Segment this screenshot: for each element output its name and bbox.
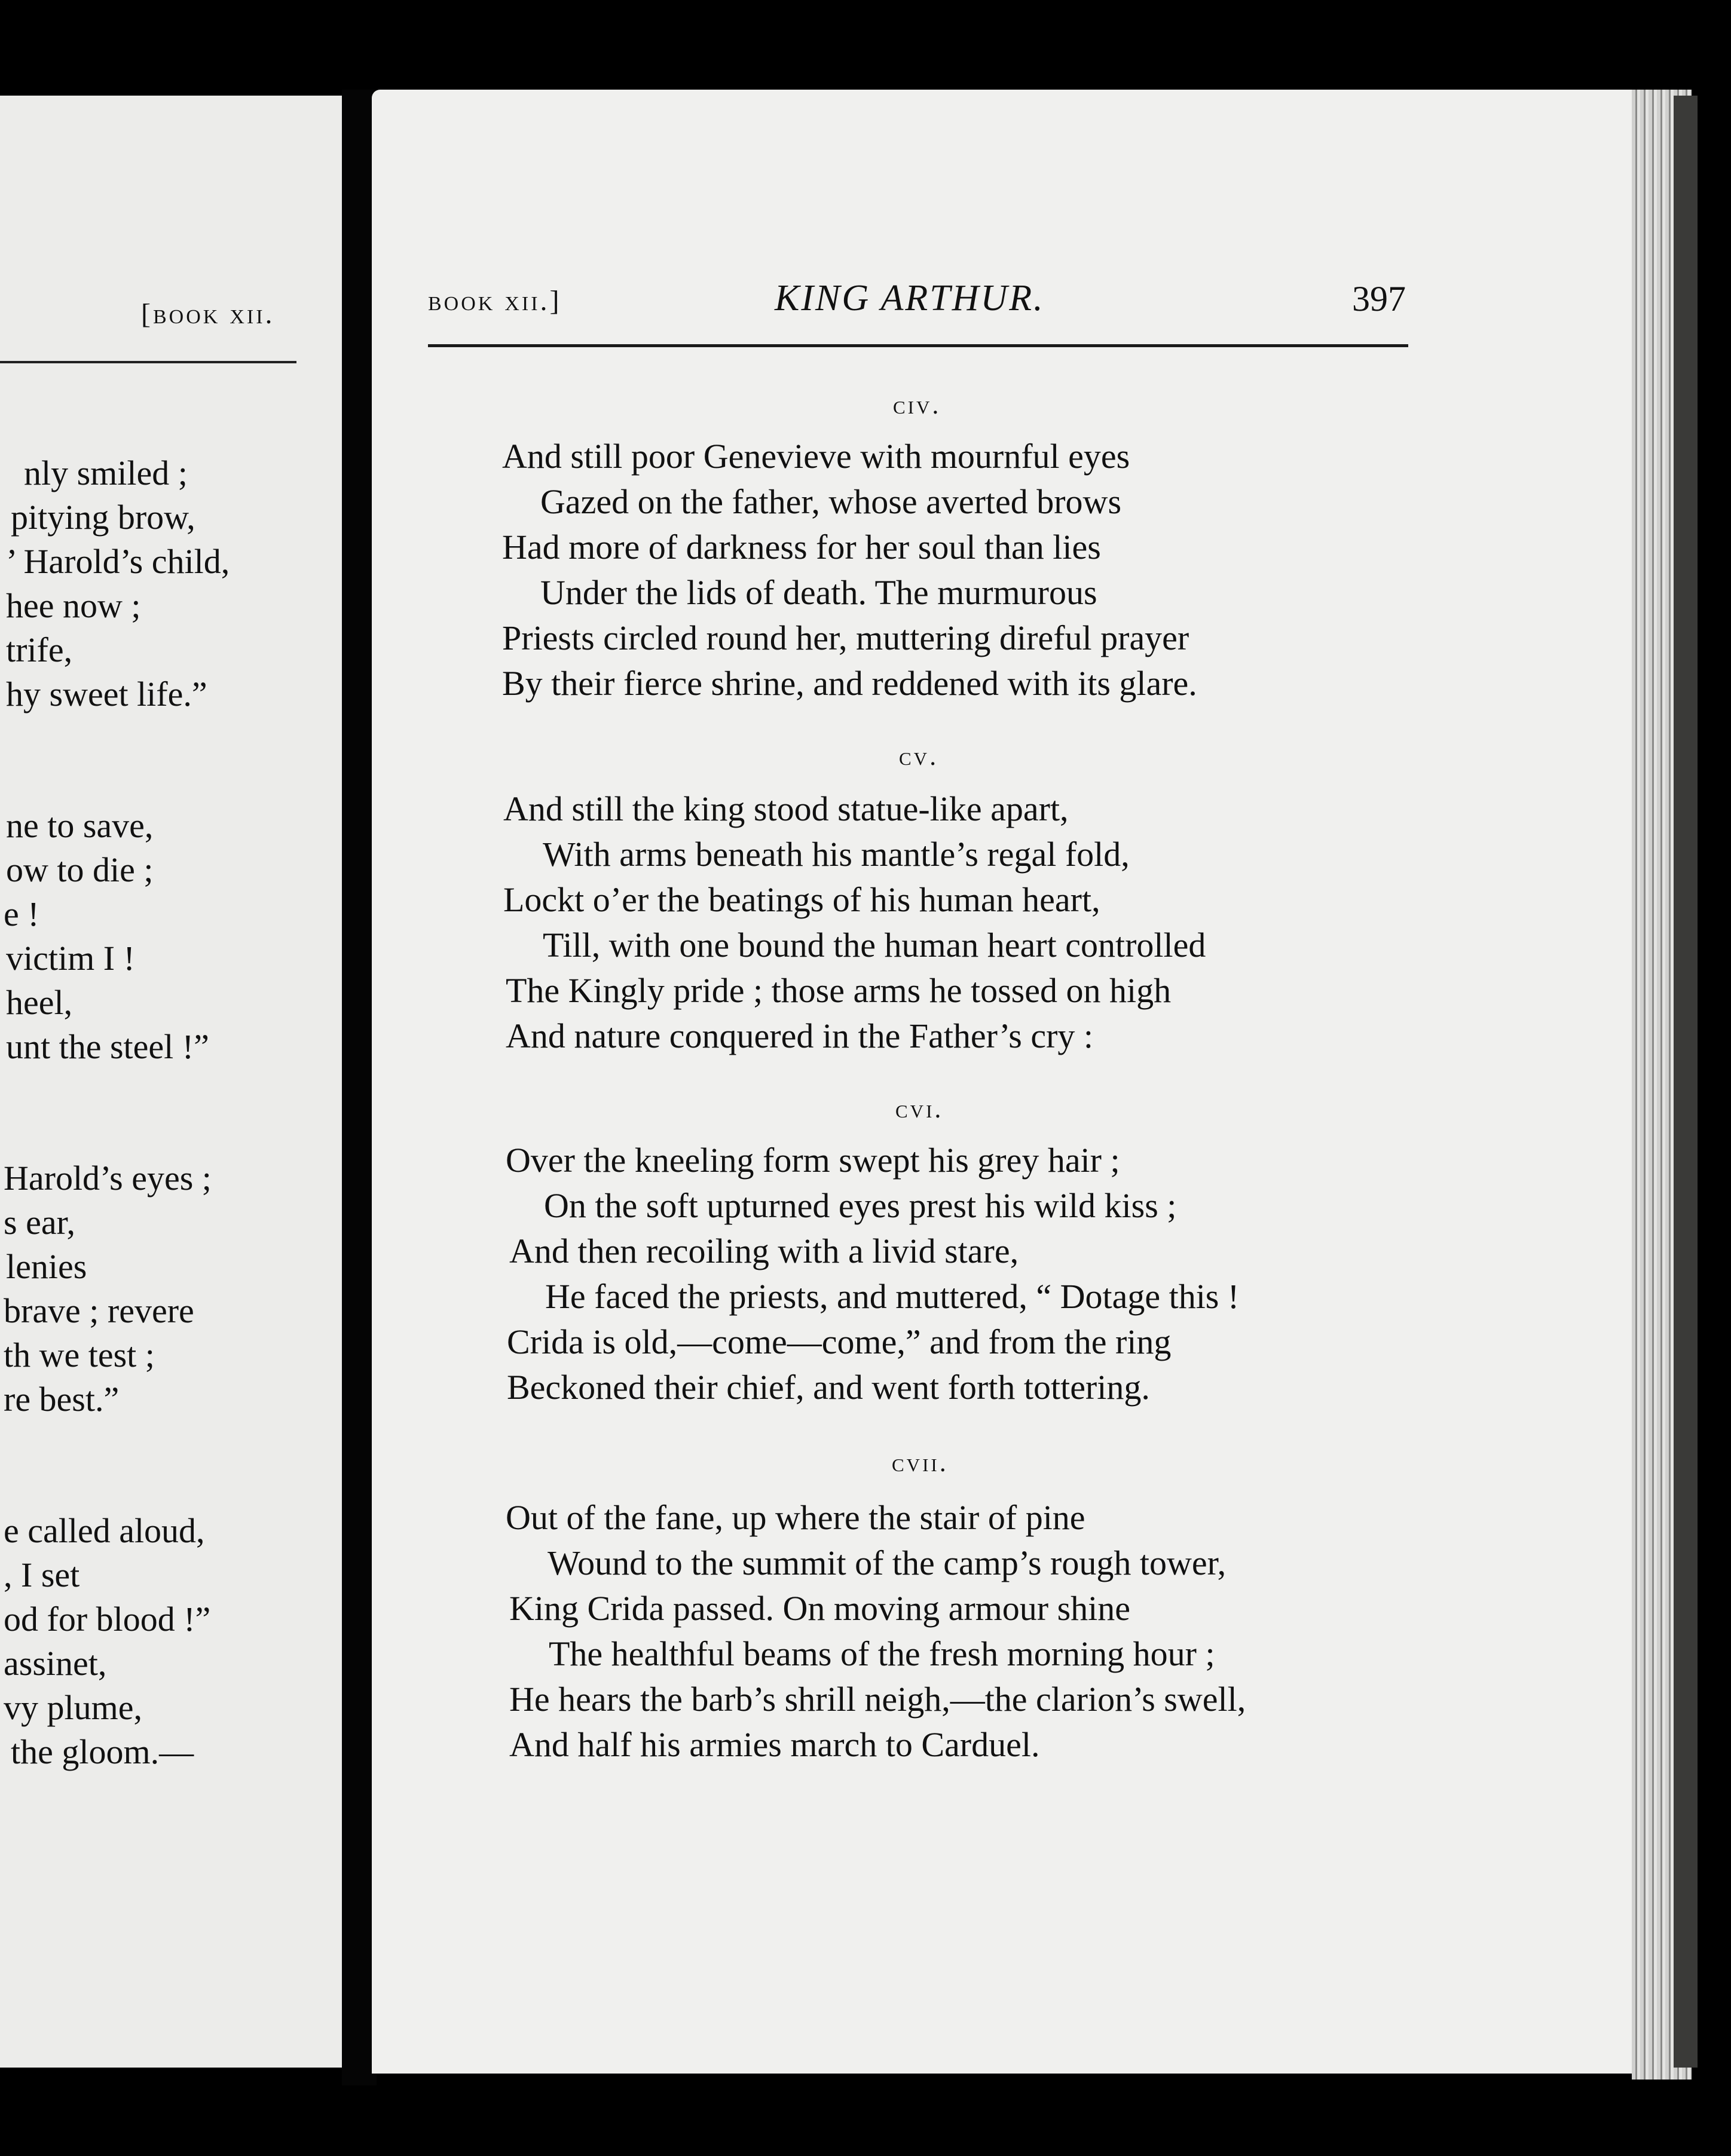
header-rule: [428, 344, 1408, 347]
left-line: ne to save,: [6, 806, 154, 845]
verse-line: On the soft upturned eyes prest his wild kiss ;: [544, 1186, 1177, 1225]
verse-line: Under the lids of death. The murmurous: [540, 573, 1097, 612]
verse-line: Till, with one bound the human heart controlled: [543, 926, 1206, 964]
verse-line: Beckoned their chief, and went forth tottering.: [507, 1368, 1150, 1407]
left-line: trife,: [6, 630, 73, 669]
left-line: re best.”: [4, 1380, 120, 1419]
left-line: , I set: [4, 1555, 80, 1594]
page-number: 397: [1352, 279, 1406, 318]
verse-line: And half his armies march to Carduel.: [509, 1725, 1040, 1764]
left-line: hy sweet life.”: [6, 675, 207, 713]
left-line: s ear,: [4, 1203, 76, 1242]
left-line: victim I !: [6, 939, 135, 978]
verse-line: Crida is old,—come—come,” and from the ring: [507, 1322, 1172, 1361]
verse-line: And then recoiling with a livid stare,: [509, 1232, 1019, 1270]
left-line: brave ; revere: [4, 1291, 194, 1330]
verse-line: The Kingly pride ; those arms he tossed on high: [506, 971, 1172, 1010]
left-line: th we test ;: [4, 1336, 155, 1374]
verse-line: He faced the priests, and muttered, “ Dotage this !: [545, 1277, 1240, 1316]
left-page: [0, 96, 342, 2068]
left-line: hee now ;: [6, 586, 141, 625]
verse-line: Wound to the summit of the camp’s rough tower,: [548, 1544, 1227, 1582]
stanza-number: civ.: [893, 390, 941, 419]
left-line: ow to die ;: [6, 850, 154, 889]
left-line: e called aloud,: [4, 1511, 205, 1550]
stanza-number: cvii.: [892, 1448, 949, 1477]
left-line: e !: [4, 895, 39, 933]
verse-line: With arms beneath his mantle’s regal fold,: [543, 835, 1130, 874]
left-line: unt the steel !”: [6, 1027, 209, 1066]
left-line: nly smiled ;: [24, 454, 188, 492]
left-line: assinet,: [4, 1644, 107, 1683]
running-title: KING ARTHUR.: [775, 278, 1045, 318]
left-line: ’ Harold’s child,: [6, 542, 230, 581]
left-running-head: [book xii.: [141, 298, 275, 330]
left-header-rule: [0, 361, 296, 363]
left-line: Harold’s eyes ;: [4, 1159, 212, 1198]
cover-edge: [1674, 96, 1698, 2068]
verse-line: King Crida passed. On moving armour shine: [509, 1589, 1131, 1628]
verse-line: Lockt o’er the beatings of his human heart,: [503, 880, 1100, 919]
verse-line: Priests circled round her, muttering direful prayer: [502, 618, 1189, 657]
left-line: the gloom.—: [11, 1732, 194, 1771]
verse-line: By their fierce shrine, and reddened with its glare.: [502, 664, 1197, 703]
verse-line: And still poor Genevieve with mournful eyes: [502, 437, 1130, 476]
left-line: od for blood !”: [4, 1600, 211, 1639]
left-line: vy plume,: [4, 1688, 142, 1727]
stanza-number: cv.: [899, 742, 939, 771]
verse-line: Out of the fane, up where the stair of pine: [506, 1498, 1085, 1537]
running-head-book: book xii.]: [428, 285, 562, 317]
verse-line: And nature conquered in the Father’s cry :: [506, 1016, 1093, 1055]
verse-line: And still the king stood statue-like apart,: [503, 789, 1069, 828]
verse-line: Over the kneeling form swept his grey hair ;: [506, 1141, 1120, 1180]
left-line: lenies: [6, 1247, 87, 1286]
left-line: heel,: [6, 983, 73, 1022]
verse-line: He hears the barb’s shrill neigh,—the clarion’s swell,: [509, 1680, 1246, 1719]
left-line: pitying brow,: [11, 498, 195, 537]
verse-line: Gazed on the father, whose averted brows: [540, 482, 1122, 521]
verse-line: Had more of darkness for her soul than lies: [502, 528, 1101, 566]
verse-line: The healthful beams of the fresh morning hour ;: [549, 1634, 1215, 1673]
stanza-number: cvi.: [895, 1094, 944, 1123]
right-page: [372, 90, 1663, 2074]
